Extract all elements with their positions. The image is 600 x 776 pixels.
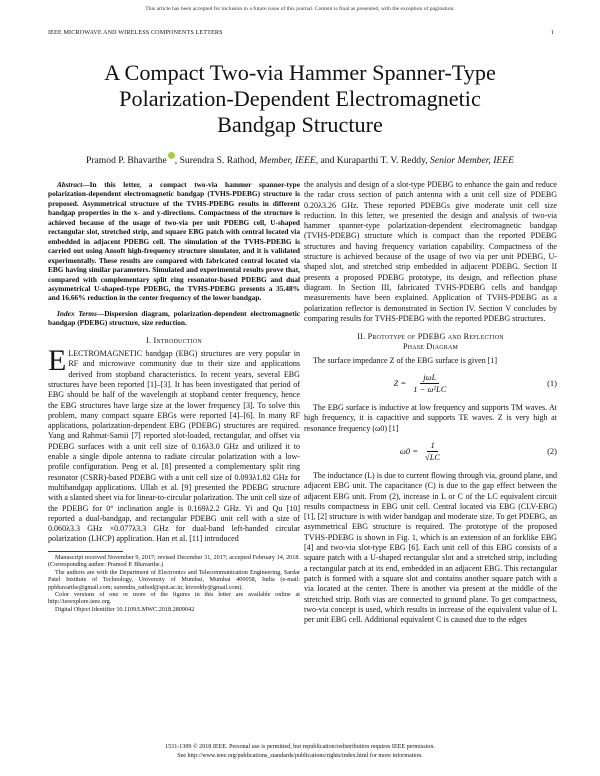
abstract-label: Abstract [57, 180, 83, 189]
section-title: Introduction [153, 335, 202, 345]
abstract-text: —In this letter, a compact two-via hammer spanner-type polarization-dependent electromagnetic bandgap (TVHS-PDEBG) structure is proposed. Asymmetrical structure of the TVHS-PDEBG results in different bandgap properties in the x- and y-directions. Compactness of the structure is achieved because of the usage of two-via per unit PDEBG cell, U-shaped rectangular slot, stretched strip, and square EBG patch with central located via embedded in adjacent PDEBG cell. The simulation of the TVHS-PDEBG is carried out using Ansoft high-frequency structure simulator, and it is validated experimentally. These results are compared with fabricated central located via EBG having similar parameters. Simulated and experimental results prove that, compared with complementary split ring resonator-based PDEBG and dual asymmetrical U-shaped-type PDEBG, the TVHS-PDEBG presents a 35.48% and 16.66% reduction in the center frequency of the lower bandgap. [48, 180, 300, 303]
copyright-line: 1531-1309 © 2018 IEEE. Personal use is permitted, but republication/redistribution requires IEEE permission. [165, 744, 435, 750]
section-number: I. [146, 335, 154, 345]
numerator: 1 [427, 440, 437, 452]
author-grade: Senior Member, IEEE [430, 155, 514, 166]
title-line: Bandgap Structure [217, 112, 383, 137]
body-paragraph: the analysis and design of a slot-type PDEBG to enhance the gain and reduce the radar cross section of patch antenna with a unit cell size of PDEBG 0.20λ3.26 GHz. These reported PDEBGs give moderate unit cell size reduction. In this letter, we presented the design and analysis of two-via hammer spanner-type polarization-dependent electromagnetic bandgap (TVHS-PDEBG) structure which is compact than the reported PDEBG structures and having frequency variation capability. Compactness of the structure is achieved because of the usage of two via per unit PDEBG, U-shaped slot, and stretched strip embedded in adjacent PDEBG. Section II presents a proposed PDEBG prototype, its design, and reflection phase diagram. In Section III, fabricated TVHS-PDEBG cells and bandgap measurements have been explained. Application of TVHS-PDEBG as a polarization reflector is demonstrated in Section IV. Section V concludes by comparing results for TVHS-PDEBG with the reported PDEBG structures. [304, 180, 557, 323]
orcid-icon[interactable] [168, 152, 175, 159]
equation-number: (1) [547, 378, 557, 389]
equation-1 [304, 372, 557, 395]
title-line: A Compact Two-via Hammer Spanner-Type [104, 60, 496, 85]
body-paragraph: The EBG surface is inductive at low frequency and supports TM waves. At high frequency, it is capacitive and supports TE waves. Z is very high at resonance frequency (ω0) [1] [304, 403, 557, 433]
fraction [422, 440, 443, 463]
author-grade: Member, IEEE [259, 155, 316, 166]
denominator: √LC [425, 451, 441, 462]
acceptance-banner: This article has been accepted for inclusion in a future issue of this journal. Content is final as presented, with the exception of pagination. [145, 6, 455, 12]
permissions-link[interactable]: See http://www.ieee.org/publications_standards/publications/rights/index.html for more information. [177, 753, 423, 759]
equation-2 [304, 440, 557, 463]
left-column [48, 180, 300, 613]
numerator: jωL [420, 372, 439, 384]
running-head [48, 29, 554, 36]
title-line: Polarization-Dependent Electromagnetic [119, 86, 481, 111]
footnote: Digital Object Identifier 10.1109/LMWC.2018.2809042 [55, 605, 195, 613]
section-number: II. [357, 332, 368, 342]
author-name: Pramod P. Bhavarthe [86, 155, 167, 166]
section-heading [304, 332, 557, 353]
journal-name: IEEE MICROWAVE AND WIRELESS COMPONENTS LETTERS [48, 29, 223, 36]
index-terms-label: Index Terms [57, 308, 97, 318]
fraction [410, 372, 449, 395]
section-title-cont: Phase Diagram [402, 342, 459, 352]
footnote-rule [48, 551, 123, 552]
intro-text: LECTROMAGNETIC bandgap (EBG) structures are very popular in RF and microwave community due to their size and applications derived from stopband characteristics. In recent years, several EBG structures have been reported [1]–[3]. It has been investigated that period of EBG should be half of the wavelength at stopband center frequency, hence the EBG structures have large size at the lower frequency [3]. To solve this problem, many compact square EBGs were reported [4]–[6]. In many RF applications, polarization-dependent EBG (PDEBG) structures are required. Yang and Rahmat-Samii [7] reported slot-loaded, rectangular, and offset via PDEBG surfaces with a unit cell size of 0.16λ3.0 GHz and utilized it to enable a single dipole antenna to radiate circular polarization with a low-profile configuration. Peng et al. [8] presented a complementary split ring resonator (CSRR)-based PDEBG with a unit cell size of 0.093λ1.82 GHz for multibandgap applications. Ullah et al. [9] presented the PDEBG structure with a slanted sheet via for linear-to-circular polarization. The unit cell size of the PDEBG for 0° inclination angle is 0.169λ2.2 GHz. Yi and Qu [10] reported a dual-bandgap, and rectangular PDEBG unit cell with a size of 0.060λ3.3 GHz ×0.077λ3.3 GHz for dual-band left-handed circular polarization (LHCP) application. Han et al. [11] introduced [48, 349, 300, 544]
equation-lhs: Z = [393, 378, 407, 389]
author-list [0, 152, 600, 166]
footnote: The authors are with the Department of Electronics and Telecommunication Engineering, Sardar Patel Institute of Technology, University of Mumbai, Mumbai 400058, India (e-mail: ppbhavarthe@gmail.com; surendra_rathod@spit.ac.in; ktvreddy@gmail.com). [48, 568, 300, 591]
copyright-footer [0, 743, 600, 761]
footnotes [48, 551, 300, 614]
index-terms [48, 309, 300, 328]
author-text: , Surendra S. Rathod, [174, 155, 260, 166]
abstract [48, 180, 300, 303]
paper-title [0, 60, 600, 138]
author-text: , and Kuraparthi T. V. Reddy, [315, 155, 431, 166]
body-paragraph: The surface impedance Z of the EBG surface is given [1] [313, 355, 498, 365]
footnote: Manuscript received November 9, 2017; revised December 31, 2017; accepted February 14, 2018. (Corresponding author: Pramod P. Bhavarthe.) [48, 553, 300, 569]
drop-cap: E [48, 344, 67, 378]
body-paragraph: The inductance (L) is due to current flowing through via, ground plane, and adjacent EBG unit. The capacitance (C) is due to the gap effect between the adjacent EBG unit. From (2), increase in L or C of the LC equivalent circuit results compactness in EBG unit cell. Central located via EBG (CLV-EBG) [1], [2] structure is with wider bandgap and moderate size. To get PDEBG, an asymmetrical EBG structure is required. The prototype of the proposed TVHS-PDEBG is shown in Fig. 1, which is an extension of an forklike EBG [4] and two-via slot-type EBG [6]. Each unit cell of this EBG consists of a square patch with a U-shaped rectangular slot and a stretched strip, including a rectangular patch at its end, embedded in an adjacent EBG. This rectangular patch is formed with a square slot and contains another square patch with a via located at the center. There is another via present at the middle of the stretched strip. Both vias are connected to ground plane. To get compactness, two-via concept is used, which results in increase of the equivalent value of L per unit EBG cell. Additional equivalent C is caused due to the edges [304, 470, 557, 625]
right-column [304, 180, 557, 625]
page-number: 1 [550, 29, 554, 36]
section-heading [48, 336, 300, 346]
equation-lhs: ω0 = [399, 446, 419, 457]
equation-number: (2) [547, 446, 557, 457]
index-terms-text: —Dispersion diagram, polarization-dependent electromagnetic bandgap (PDEBG) structure, size reduction. [48, 308, 301, 328]
footnote: Color versions of one or more of the figures in this letter are available online at http://ieeexplore.ieee.org. [48, 591, 300, 606]
intro-paragraph [48, 344, 300, 545]
denominator: 1 − ω²LC [413, 384, 447, 395]
section-title: Prototype of PDEBG and Reflection [367, 332, 504, 342]
